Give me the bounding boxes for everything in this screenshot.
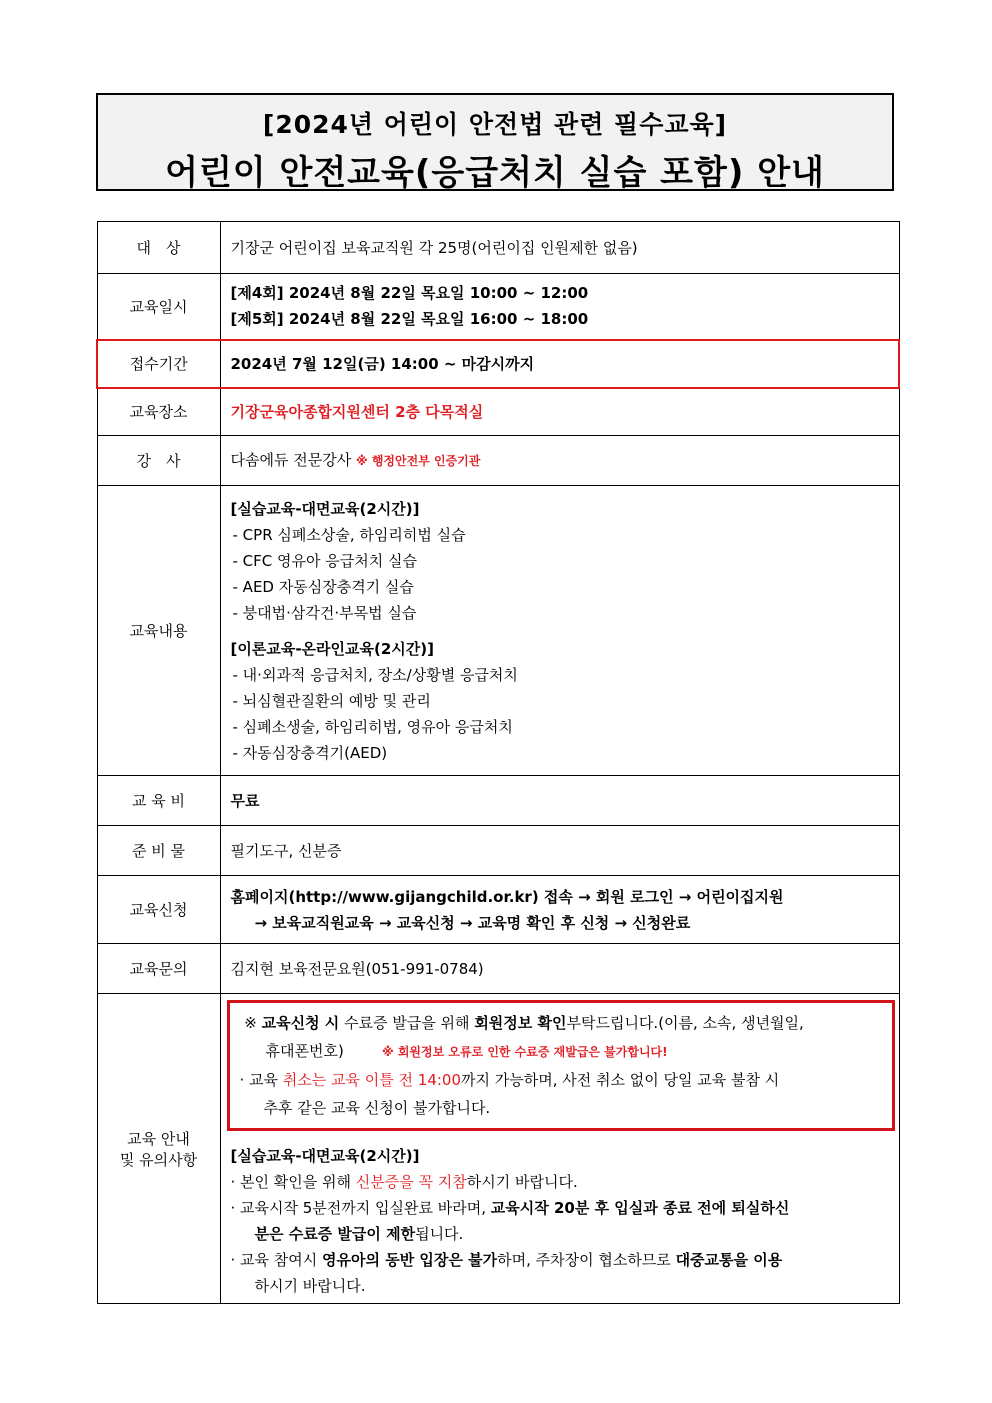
row-fee bbox=[97, 776, 899, 826]
notes-section-title: [실습교육-대면교육(2시간)] bbox=[230, 1147, 420, 1165]
notice-line-3: · 교육 취소는 교육 이틀 전 14:00까지 가능하며, 사전 취소 없이 당일 교육 불참 시 bbox=[239, 1071, 780, 1089]
note-line-1: · 본인 확인을 위해 신분증을 꼭 지참하시기 바랍니다. bbox=[230, 1173, 578, 1191]
label-notes bbox=[97, 994, 220, 1304]
label-inquiry: 교육문의 bbox=[97, 944, 220, 994]
value-reception: 2024년 7월 12일(금) 14:00 ~ 마감시까지 bbox=[220, 340, 899, 388]
instructor-note: ※ 행정안전부 인증기관 bbox=[355, 454, 481, 468]
row-inquiry bbox=[97, 944, 899, 994]
note-line-3: 분은 수료증 발급이 제한됩니다. bbox=[254, 1225, 464, 1243]
label-notes-line-2: 및 유의사항 bbox=[119, 1150, 198, 1169]
apply-line-2: → 보육교직원교육 → 교육신청 → 교육명 확인 후 신청 → 신청완료 bbox=[254, 913, 691, 932]
row-reception bbox=[97, 340, 899, 388]
notice-line-2: 휴대폰번호) ※ 회원정보 오류로 인한 수료증 재발급은 불가합니다! bbox=[265, 1042, 668, 1060]
label-target: 대 상 bbox=[97, 222, 220, 274]
note-line-2: · 교육시작 5분전까지 입실완료 바라며, 교육시작 20분 후 입실과 종료 전에 퇴실하신 bbox=[230, 1199, 790, 1217]
instructor-name: 다솜에듀 전문강사 bbox=[230, 451, 352, 469]
label-fee: 교 육 비 bbox=[97, 776, 220, 826]
content-item: - 내·외과적 응급처치, 장소/상황별 응급처치 bbox=[232, 665, 518, 684]
schedule-line-2: [제5회] 2024년 8월 22일 목요일 16:00 ~ 18:00 bbox=[230, 310, 589, 329]
row-supplies bbox=[97, 826, 899, 876]
content-item: - 뇌심혈관질환의 예방 및 관리 bbox=[232, 691, 431, 710]
row-target bbox=[97, 222, 899, 274]
content-item: - 심폐소생술, 하임리히법, 영유아 응급처치 bbox=[232, 717, 513, 736]
row-content bbox=[97, 486, 899, 776]
notice-line-1: ※ 교육신청 시 수료증 발급을 위해 회원정보 확인부탁드립니다.(이름, 소속, 생년월일, bbox=[244, 1014, 804, 1032]
apply-line-1: 홈페이지(http://www.gijangchild.or.kr) 접속 → 회원 로그인 → 어린이집지원 bbox=[230, 887, 784, 906]
content-section2-title: [이론교육-온라인교육(2시간)] bbox=[230, 639, 434, 658]
value-notes bbox=[220, 994, 899, 1304]
notice-line-4: 추후 같은 교육 신청이 불가합니다. bbox=[263, 1099, 491, 1117]
title-box bbox=[96, 93, 894, 191]
content-item: - 붕대법·삼각건·부목법 실습 bbox=[232, 603, 417, 622]
row-schedule bbox=[97, 274, 899, 340]
label-schedule: 교육일시 bbox=[97, 274, 220, 340]
row-apply bbox=[97, 876, 899, 944]
label-notes-line-1: 교육 안내 bbox=[127, 1129, 190, 1148]
row-notes bbox=[97, 994, 899, 1304]
content-section1-title: [실습교육-대면교육(2시간)] bbox=[230, 499, 420, 518]
content-item: - CFC 영유아 응급처치 실습 bbox=[232, 551, 417, 570]
schedule-line-1: [제4회] 2024년 8월 22일 목요일 10:00 ~ 12:00 bbox=[230, 284, 589, 303]
label-apply: 교육신청 bbox=[97, 876, 220, 944]
value-target: 기장군 어린이집 보육교직원 각 25명(어린이집 인원제한 없음) bbox=[220, 222, 899, 274]
info-table bbox=[96, 221, 900, 1304]
label-instructor: 강 사 bbox=[97, 436, 220, 486]
title-line-2: 어린이 안전교육(응급처치 실습 포함) 안내 bbox=[165, 153, 825, 193]
notice-box bbox=[227, 1000, 895, 1131]
value-content bbox=[220, 486, 899, 776]
value-fee: 무료 bbox=[220, 776, 899, 826]
value-inquiry: 김지현 보육전문요원(051-991-0784) bbox=[220, 944, 899, 994]
content-item: - 자동심장충격기(AED) bbox=[232, 743, 388, 762]
value-apply bbox=[220, 876, 899, 944]
value-supplies: 필기도구, 신분증 bbox=[220, 826, 899, 876]
label-supplies: 준 비 물 bbox=[97, 826, 220, 876]
title-line-1: [2024년 어린이 안전법 관련 필수교육] bbox=[262, 110, 728, 139]
content-item: - AED 자동심장충격기 실습 bbox=[232, 577, 414, 596]
value-instructor bbox=[220, 436, 899, 486]
label-venue: 교육장소 bbox=[97, 388, 220, 436]
label-content: 교육내용 bbox=[97, 486, 220, 776]
content-item: - CPR 심폐소상술, 하임리히법 실습 bbox=[232, 525, 466, 544]
note-line-5: 하시기 바랍니다. bbox=[254, 1277, 366, 1295]
note-line-4: · 교육 참여시 영유아의 동반 입장은 불가하며, 주차장이 협소하므로 대중교통을 이용 bbox=[230, 1251, 783, 1269]
row-venue bbox=[97, 388, 899, 436]
value-venue: 기장군육아종합지원센터 2층 다목적실 bbox=[220, 388, 899, 436]
value-schedule bbox=[220, 274, 899, 340]
row-instructor bbox=[97, 436, 899, 486]
label-reception: 접수기간 bbox=[97, 340, 220, 388]
